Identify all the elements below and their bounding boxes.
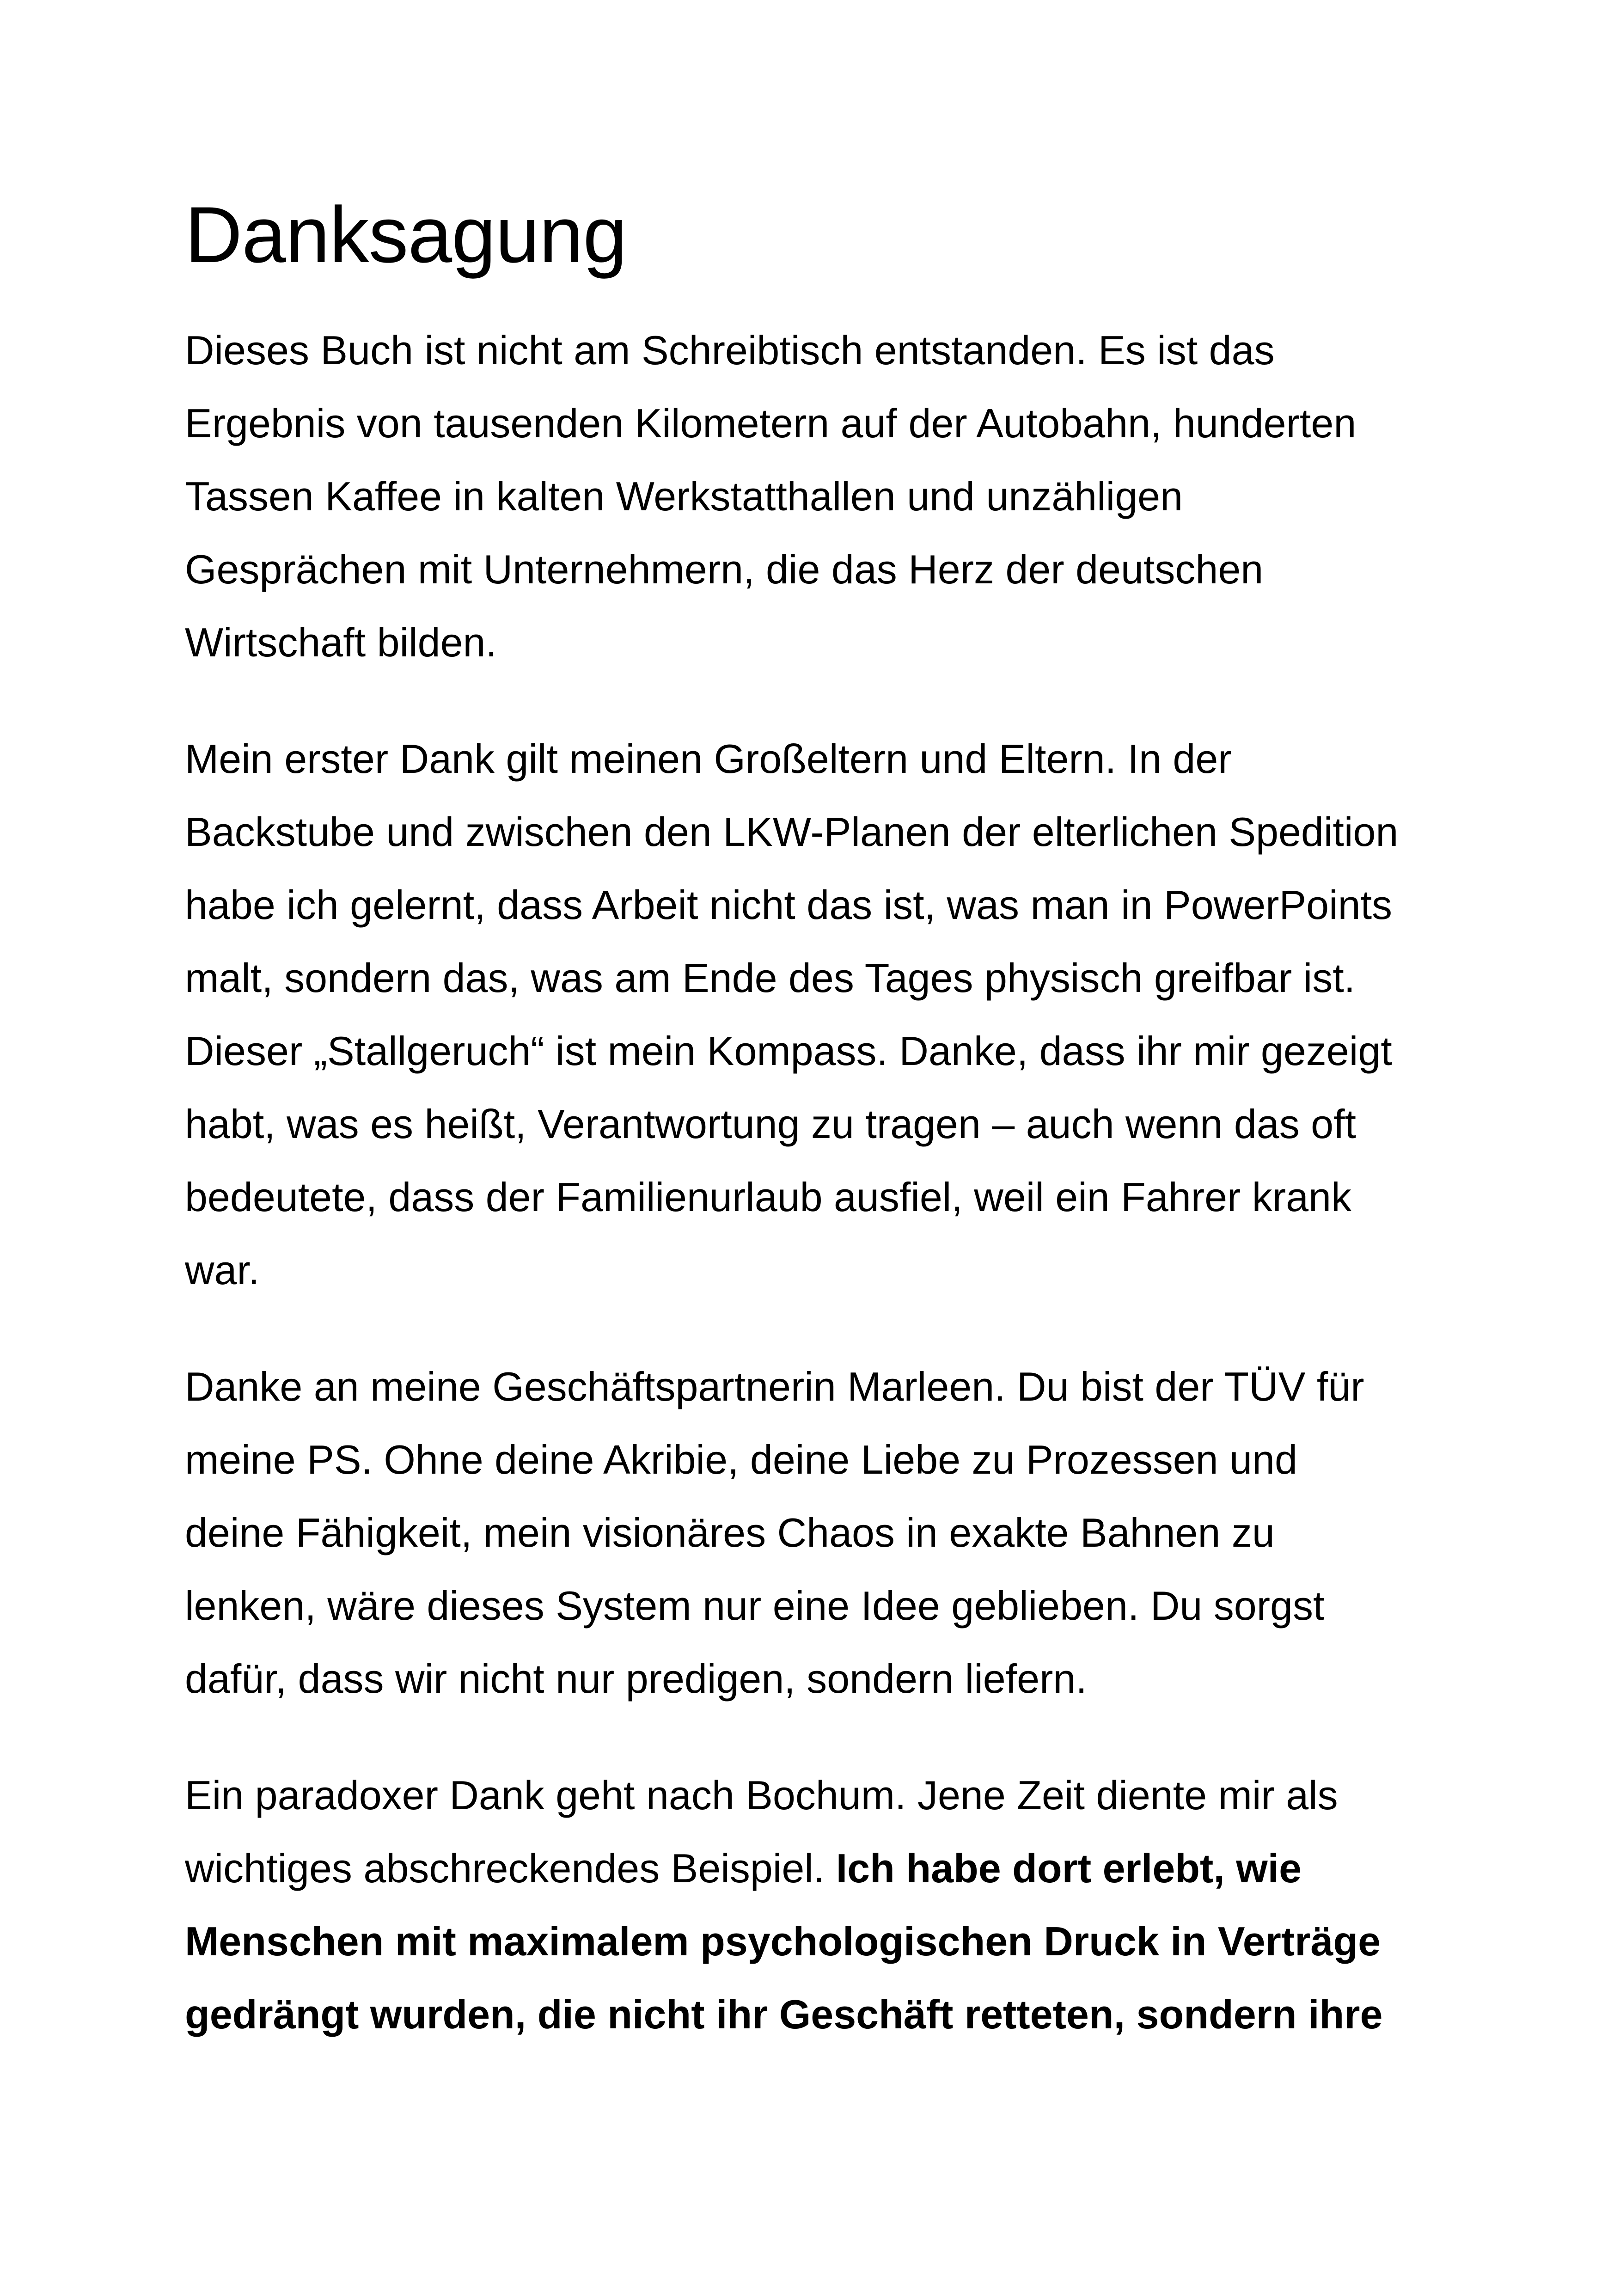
paragraph-4 (185, 1759, 1461, 2051)
paragraph-4-bold-text: Ich habe dort erlebt, wie Menschen mit maximalem psychologischen Druck in Verträge gedrängt wurden, die nicht ihr Geschäft retteten, sondern ihre (185, 1845, 1383, 2038)
document-body (185, 187, 1461, 2051)
page-title: Danksagung (185, 190, 627, 279)
paragraph-1: Dieses Buch ist nicht am Schreibtisch entstanden. Es ist das Ergebnis von tausenden Kilometern auf der Autobahn, hunderten Tassen Kaffee in kalten Werkstatthallen und unzähligen Gesprächen mit Unternehmern, die das Herz der deutschen Wirtschaft bilden. (185, 327, 1357, 666)
paragraph-2: Mein erster Dank gilt meinen Großeltern und Eltern. In der Backstube und zwischen den LKW-Planen der elterlichen Spedition habe ich gelernt, dass Arbeit nicht das ist, was man in PowerPoints malt, sondern das, was am Ende des Tages physisch greifbar ist. Dieser „Stallgeruch“ ist mein Kompass. Danke, dass ihr mir gezeigt habt, was es heißt, Verantwortung zu tragen – auch wenn das oft bedeutete, dass der Familienurlaub ausfiel, weil ein Fahrer krank war. (185, 736, 1399, 1293)
paragraph-3: Danke an meine Geschäftspartnerin Marleen. Du bist der TÜV für meine PS. Ohne deine Akribie, deine Liebe zu Prozessen und deine Fähigkeit, mein visionäres Chaos in exakte Bahnen zu lenken, wäre dieses System nur eine Idee geblieben. Du sorgst dafür, dass wir nicht nur predigen, sondern liefern. (185, 1364, 1364, 1702)
paragraph-4-text: Ein paradoxer Dank geht nach Bochum. Jene Zeit diente mir als wichtiges abschreckendes Beispiel. (185, 1772, 1338, 1892)
